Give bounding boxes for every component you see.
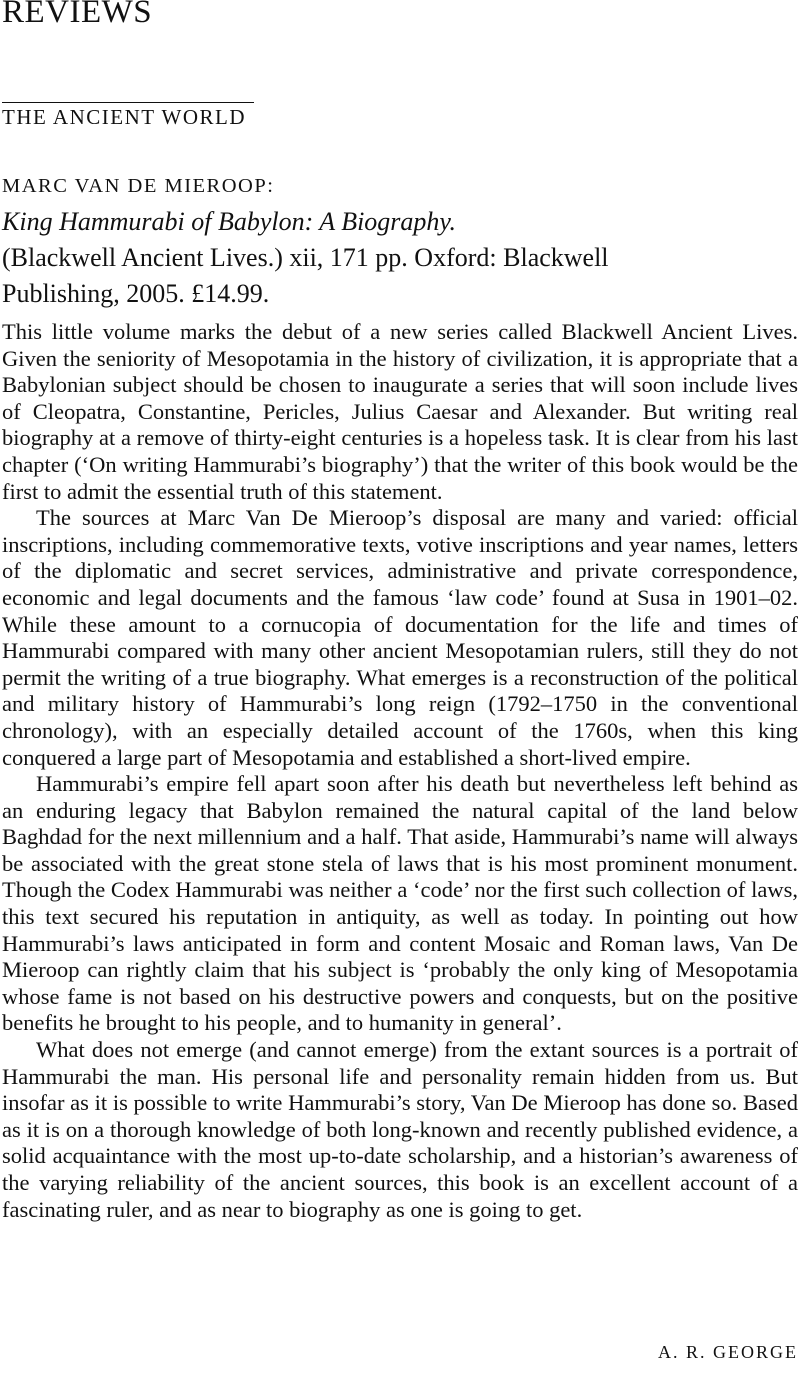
publisher-info: Publishing, 2005. £14.99. xyxy=(2,279,270,308)
section-title: THE ANCIENT WORLD xyxy=(2,105,247,129)
book-citation xyxy=(2,171,798,312)
review-body xyxy=(2,319,798,1223)
series-info: (Blackwell Ancient Lives.) xii, 171 pp. Oxford: Blackwell xyxy=(2,243,609,272)
review-paragraph: What does not emerge (and cannot emerge) from the extant sources is a portrait of Hammurabi the man. His personal life and personality remain hidden from us. But insofar as it is possible to write Hammurabi’s story, Van De Mieroop has done so. Based as it is on a thorough knowledge of both long-known and recently published evidence, a solid acquaintance with the most up-to-date scholarship, and a historian’s awareness of the varying reliability of the ancient sources, this book is an excellent account of a fascinating ruler, and as near to biography as one is going to get. xyxy=(2,1037,798,1222)
review-paragraph: The sources at Marc Van De Mieroop’s disposal are many and varied: official inscriptions, including commemorative texts, votive inscriptions and year names, letters of the diplomatic and secret services, administrative and private correspondence, economic and legal documents and the famous ‘law code’ found at Susa in 1901–02. While these amount to a cornucopia of documentation for the life and times of Hammurabi compared with many other ancient Mesopotamian rulers, still they do not permit the writing of a true biography. What emerges is a reconstruction of the political and military history of Hammurabi’s long reign (1792–1750 in the conventional chronology), with an especially detailed account of the 1760s, when this king conquered a large part of Mesopotamia and established a short-lived empire. xyxy=(2,505,798,770)
page-heading: REVIEWS xyxy=(2,0,153,30)
book-author: MARC VAN DE MIEROOP: xyxy=(2,175,275,197)
book-title: King Hammurabi of Babylon: A Biography. xyxy=(2,207,457,236)
review-paragraph: Hammurabi’s empire fell apart soon after his death but nevertheless left behind as an enduring legacy that Babylon remained the natural capital of the land below Baghdad for the next millennium and a half. That aside, Hammurabi’s name will always be associated with the great stone stela of laws that is his most prominent monument. Though the Codex Hammurabi was neither a ‘code’ nor the first such collection of laws, this text secured his reputation in antiquity, as well as today. In pointing out how Hammurabi’s laws anticipated in form and content Mosaic and Roman laws, Van De Mieroop can rightly claim that his subject is ‘probably the only king of Mesopotamia whose fame is not based on his destructive powers and conquests, but on the positive benefits he brought to his people, and to humanity in general’. xyxy=(2,771,798,1036)
review-paragraph: This little volume marks the debut of a new series called Blackwell Ancient Lives. Given the seniority of Mesopotamia in the history of civilization, it is appropriate that a Babylonian subject should be chosen to inaugurate a series that will soon include lives of Cleopatra, Constantine, Pericles, Julius Caesar and Alexander. But writing real biography at a remove of thirty-eight centuries is a hopeless task. It is clear from his last chapter (‘On writing Hammurabi’s biography’) that the writer of this book would be the first to admit the essential truth of this statement. xyxy=(2,319,798,504)
reviewer-signature: A. R. GEORGE xyxy=(658,1342,798,1362)
